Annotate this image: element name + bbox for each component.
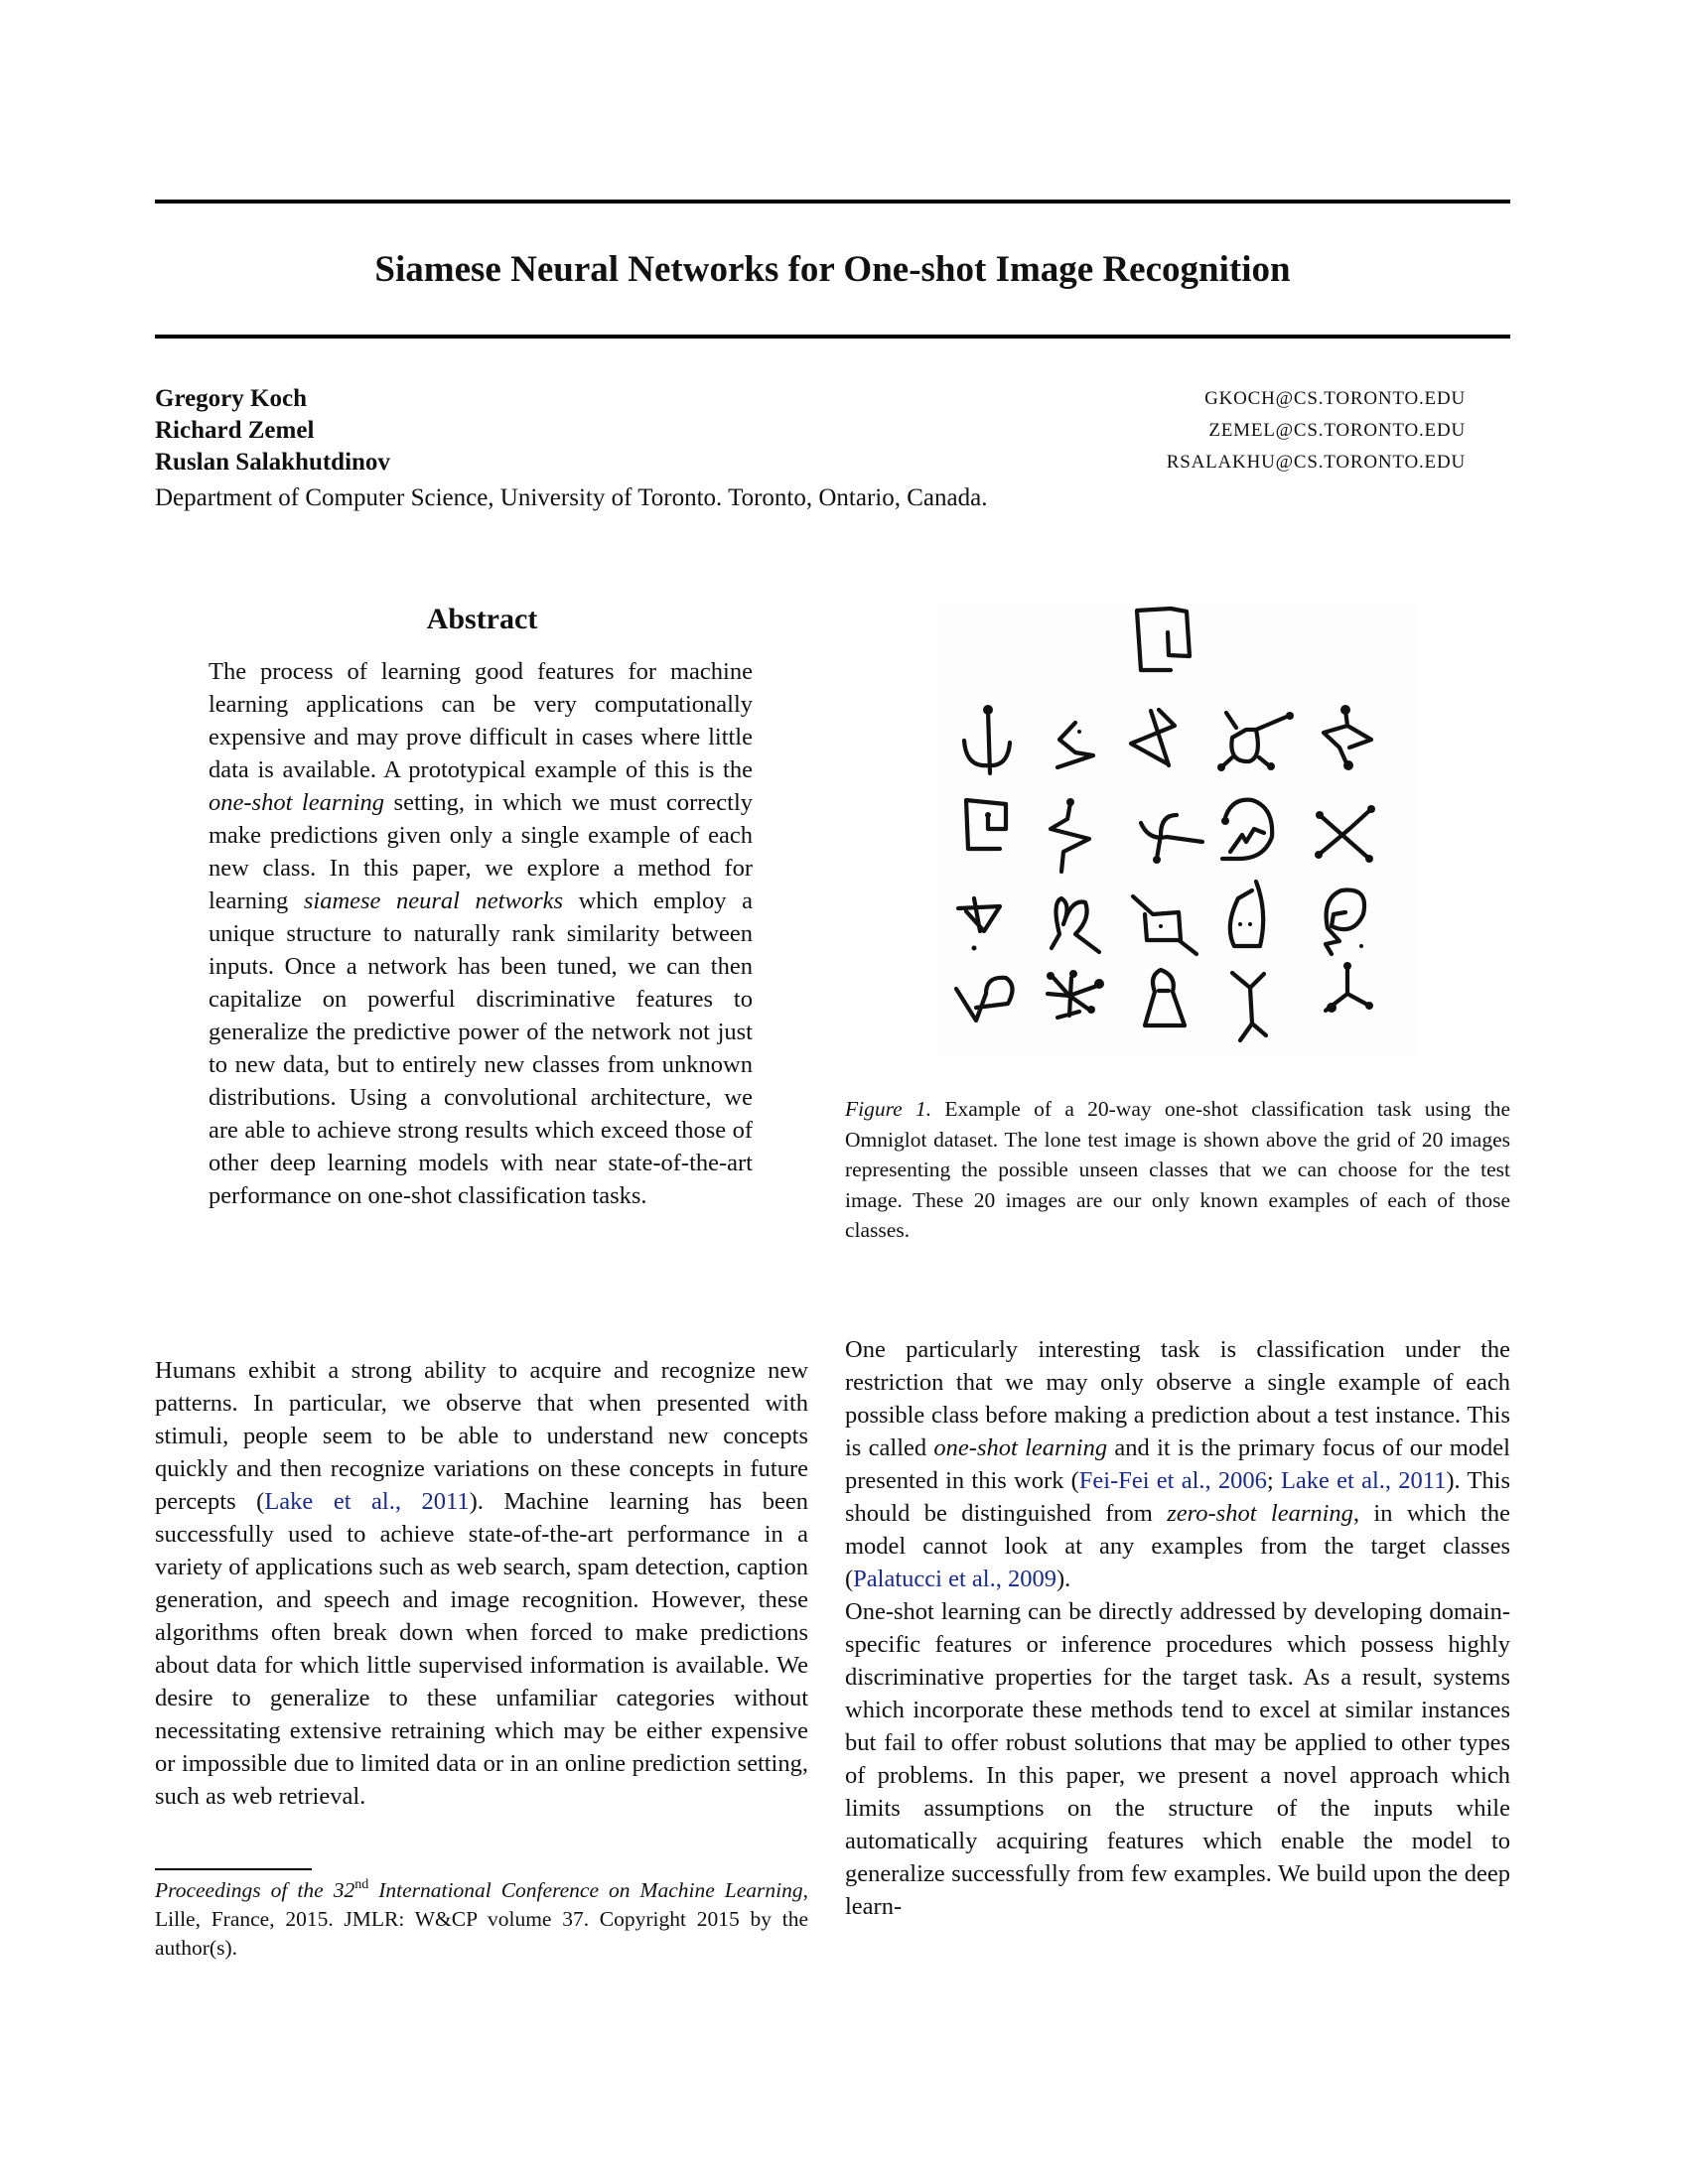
author-email: ZEMEL@CS.TORONTO.EDU bbox=[1208, 420, 1466, 441]
author-email: GKOCH@CS.TORONTO.EDU bbox=[1204, 388, 1466, 409]
figure-caption bbox=[845, 1094, 1510, 1246]
author-block bbox=[155, 383, 1466, 514]
body-text: One particularly interesting task is classification under the restriction that we may only observe a single example of each possible class before making a prediction about a test instance. This is called bbox=[845, 1336, 1510, 1461]
citation-link[interactable]: Lake et al., 2011 bbox=[1280, 1467, 1447, 1494]
footnote-divider bbox=[155, 1868, 312, 1870]
body-text: ). Machine learning has been successfully used to achieve state-of-the-art performance in a variety of applications such as web search, spam detection, caption generation, and speech and image recognition. However, these algorithms often break down when forced to make predictions about data for which little supervised information is available. We desire to generalize to these unfamiliar categories without necessitating extensive retraining which may be either expensive or impossible due to limited data or in an online prediction setting, such as web retrieval. bbox=[155, 1488, 808, 1810]
body-text: ). This should be distinguished from bbox=[845, 1467, 1510, 1527]
grid-character-glyph bbox=[958, 898, 1000, 951]
author-row bbox=[155, 383, 1466, 415]
grid-character-glyph bbox=[956, 978, 1013, 1021]
grid-character-glyph bbox=[1131, 710, 1175, 765]
grid-character-glyph bbox=[966, 800, 1006, 849]
grid-character-glyph bbox=[1326, 962, 1373, 1013]
citation-link[interactable]: Palatucci et al., 2009 bbox=[853, 1566, 1056, 1592]
figure-label: Figure 1. bbox=[845, 1097, 932, 1121]
emphasis-text: one-shot learning bbox=[933, 1434, 1108, 1461]
grid-character-glyph bbox=[1324, 705, 1371, 770]
body-text: and it is the primary focus of our model presented in this work ( bbox=[845, 1434, 1510, 1494]
intro-right-column bbox=[845, 1333, 1510, 1923]
abstract-emphasis: one-shot learning bbox=[209, 789, 384, 816]
grid-character-glyph bbox=[1230, 882, 1263, 946]
author-name: Ruslan Salakhutdinov bbox=[155, 449, 390, 476]
intro-paragraph bbox=[155, 1354, 808, 1813]
citation-link[interactable]: Fei-Fei et al., 2006 bbox=[1078, 1467, 1267, 1494]
footnote-emphasis: Proceedings of the 32 bbox=[155, 1878, 355, 1902]
grid-character-glyph bbox=[1051, 798, 1089, 872]
body-text: Humans exhibit a strong ability to acquire and recognize new patterns. In particular, we observe that when presented with stimuli, people seem to be able to understand new concepts quickly and then recognize variations on these concepts in future percepts ( bbox=[155, 1357, 808, 1515]
grid-character-glyph bbox=[1326, 890, 1364, 955]
grid-character-glyph bbox=[1217, 712, 1294, 771]
abstract-text: The process of learning good features for machine learning applications can be very computationally expensive and may prove difficult in cases where little data is available. A prototypical example of this is the bbox=[209, 658, 753, 783]
grid-character-glyph bbox=[1221, 800, 1272, 859]
abstract-body bbox=[209, 655, 753, 1212]
author-row bbox=[155, 415, 1466, 447]
body-text: ). bbox=[1055, 1566, 1071, 1592]
test-character-glyph bbox=[1137, 609, 1190, 670]
affiliation: Department of Computer Science, University of Toronto. Toronto, Ontario, Canada. bbox=[155, 484, 988, 511]
grid-character-glyph bbox=[964, 705, 1010, 773]
author-name: Richard Zemel bbox=[155, 417, 315, 444]
figure-caption-text: Example of a 20-way one-shot classification task using the Omniglot dataset. The lone test image is shown above the grid of 20 images representing the possible unseen classes that we can choose for the test image. These 20 images are our only known examples of each of those classes. bbox=[845, 1097, 1511, 1242]
body-text: , in which the model cannot look at any examples from the target classes ( bbox=[845, 1500, 1510, 1592]
footnote-superscript: nd bbox=[354, 1877, 369, 1892]
figure-omniglot-grid bbox=[936, 599, 1417, 1057]
grid-character-glyph bbox=[1232, 973, 1266, 1040]
title-rule-bottom bbox=[155, 335, 1510, 339]
citation-link[interactable]: Lake et al., 2011 bbox=[264, 1488, 470, 1515]
author-name: Gregory Koch bbox=[155, 385, 307, 412]
intro-paragraph bbox=[845, 1333, 1510, 1595]
grid-character-glyph bbox=[1141, 815, 1202, 864]
abstract-emphasis: siamese neural networks bbox=[303, 887, 564, 914]
footnote bbox=[155, 1876, 808, 1963]
footnote-text: , Lille, France, 2015. JMLR: W&CP volume 37. Copyright 2015 by the author(s). bbox=[155, 1878, 808, 1960]
abstract-text: which employ a unique structure to naturally rank similarity between inputs. Once a network has been tuned, we can then capitalize on powerful discriminative features to generalize the predictive power of the network not just to new data, but to entirely new classes from unknown distributions. Using a convolutional architecture, we are able to achieve strong results which exceed those of other deep learning models with near state-of-the-art performance on one-shot classification tasks. bbox=[209, 887, 753, 1209]
intro-left-column bbox=[155, 1354, 808, 1813]
emphasis-text: zero-shot learning bbox=[1167, 1500, 1353, 1527]
grid-character-glyph bbox=[1315, 805, 1375, 863]
abstract-heading: Abstract bbox=[426, 603, 538, 635]
title-rule-top bbox=[155, 200, 1510, 204]
intro-paragraph: One-shot learning can be directly addressed by developing domain-specific features or inference procedures which possess highly discriminative properties for the target task. As a result, systems which incorporate these methods tend to excel at similar instances but fail to offer robust solutions that may be applied to other types of problems. In this paper, we present a novel approach which limits assumptions on the structure of the inputs while automatically acquiring features which enable the model to generalize successfully from few examples. We build upon the deep learn- bbox=[845, 1598, 1510, 1920]
grid-character-glyph bbox=[1145, 970, 1185, 1025]
body-text: ; bbox=[1266, 1467, 1281, 1494]
grid-character-glyph bbox=[1047, 970, 1104, 1018]
abstract-text: setting, in which we must correctly make predictions given only a single example of each new class. In this paper, we explore a method for learning bbox=[209, 789, 753, 914]
omniglot-characters-image bbox=[936, 599, 1417, 1057]
footnote-emphasis: International Conference on Machine Learning bbox=[368, 1878, 803, 1902]
author-email: RSALAKHU@CS.TORONTO.EDU bbox=[1166, 452, 1466, 473]
grid-character-glyph bbox=[1052, 898, 1099, 952]
grid-character-glyph bbox=[1133, 896, 1196, 954]
paper-title: Siamese Neural Networks for One-shot Image Recognition bbox=[374, 249, 1291, 290]
author-row bbox=[155, 447, 1466, 478]
grid-character-glyph bbox=[1057, 723, 1093, 767]
